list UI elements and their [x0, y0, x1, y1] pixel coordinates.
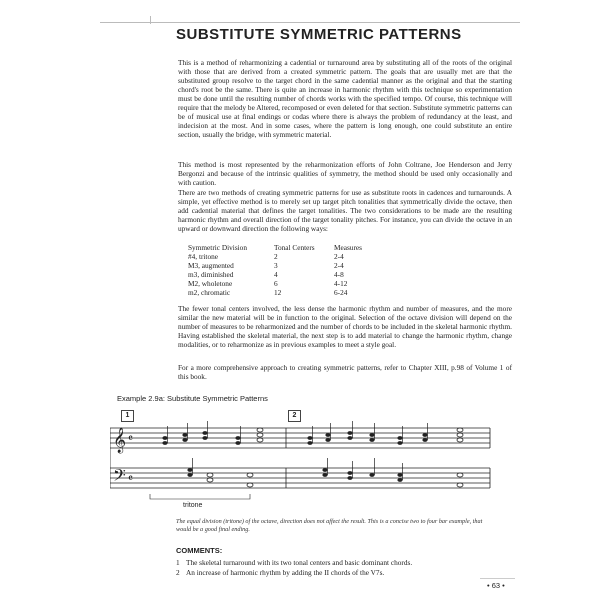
comment-item — [176, 558, 412, 567]
table-row — [188, 279, 362, 288]
table-row — [188, 252, 362, 261]
paragraph-methods: There are two methods of creating symmetric patterns for use as substitute roots in cadences and turnarounds. A simple, yet effective method is to merely set up target pitch tonalities that symmetrically divide the octave, then add cadential material that defines the target tonalities. The two considerations to be made are the resulting harmonic rhythm and overall direction of the target tonality pitches. For instance, you can divide the octave in an upward or downward direction the following ways: — [178, 188, 512, 233]
music-notation — [110, 420, 510, 505]
header-rule — [100, 22, 520, 23]
bar1-notes — [162, 421, 263, 487]
bass-clef-icon: 𝄢 — [113, 465, 126, 489]
header-tick — [150, 16, 151, 24]
tritone-label: tritone — [183, 502, 203, 509]
table-row — [188, 261, 362, 270]
comments-heading: COMMENTS: — [176, 546, 223, 555]
tritone-bracket — [150, 494, 250, 499]
table-cell: m3, diminished — [188, 270, 234, 279]
bass-staff — [110, 468, 490, 488]
table-cell: m2, chromatic — [188, 288, 231, 297]
page-number: • 63 • — [487, 581, 505, 590]
table-header-row — [188, 243, 362, 252]
paragraph-tonal-centers: The fewer tonal centers involved, the less dense the harmonic rhythm and number of measures, and the more similar the new material will be in function to the original. Selection of the octave division will depend on the number of measures to be reharmonized and the number of chords to be included in the skeletal harmonic rhythm. Having established the skeletal material, the next step is to add material to change the harmonic rhythm, change modalities, or to reharmonize as in previous examples to meet a style goal. — [178, 304, 512, 349]
table-cell: 2-4 — [334, 252, 344, 261]
table-cell: 4-12 — [334, 279, 348, 288]
table-cell: 2-4 — [334, 261, 344, 270]
table-header: Measures — [334, 243, 362, 252]
table-header: Tonal Centers — [274, 243, 315, 252]
comment-item — [176, 568, 384, 577]
table-cell: M2, wholetone — [188, 279, 233, 288]
table-cell: 3 — [274, 261, 278, 270]
table-cell: 6-24 — [334, 288, 348, 297]
comment-text: The skeletal turnaround with its two tonal centers and basic dominant chords. — [186, 558, 413, 567]
table-header: Symmetric Division — [188, 243, 247, 252]
treble-clef-icon: 𝄞 — [113, 428, 127, 453]
example-caption: The equal division (tritone) of the octave, direction does not affect the result. This is a concise two to four bar example, that would be a good final ending. — [176, 518, 483, 533]
table-cell: #4, tritone — [188, 252, 218, 261]
bar-number-2: 2 — [288, 410, 301, 422]
table-cell: M3, augmented — [188, 261, 234, 270]
table-row — [188, 270, 362, 279]
comment-number: 1 — [176, 558, 180, 567]
table-cell: 4-8 — [334, 270, 344, 279]
paragraph-coltrane: This method is most represented by the reharmonization efforts of John Coltrane, Joe Henderson and Jerry Bergonzi and because of the intrinsic qualities of symmetry, the method should be used only occasionally and with caution. — [178, 160, 512, 187]
footer-rule — [480, 578, 515, 579]
bar-number-1: 1 — [121, 410, 134, 422]
comment-text: An increase of harmonic rhythm by adding the II chords of the V7s. — [186, 568, 385, 577]
comment-number: 2 — [176, 568, 180, 577]
table-cell: 6 — [274, 279, 278, 288]
paragraph-reference: For a more comprehensive approach to creating symmetric patterns, refer to Chapter XIII, p.98 of Volume 1 of this book. — [178, 363, 512, 381]
common-time-icon: 𝄴 — [128, 432, 133, 445]
table-row — [188, 288, 362, 297]
common-time-icon: 𝄴 — [128, 472, 133, 485]
table-cell: 2 — [274, 252, 278, 261]
section-title: SUBSTITUTE SYMMETRIC PATTERNS — [176, 26, 462, 43]
example-title: Example 2.9a: Substitute Symmetric Patterns — [117, 394, 268, 403]
symmetric-division-table — [188, 243, 362, 297]
table-cell: 12 — [274, 288, 282, 297]
paragraph-intro: This is a method of reharmonizing a cadential or turnaround area by substituting all of the roots of the original with those that are derived from a created symmetric pattern. The goals that are usually met are that the substituted group resolve to the target chord in the same cadential manner as the original and that the starting chord's root be the same. There is quite an increase in harmonic rhythm with this technique so experimentation must be done until the resulting number of chords works with the specified tempo. Of course, this technique will require that the melody be Altered, recomposed or even deleted for that section. Substitute symmetric patterns can be of musical use at final endings or codas where there is always the problem of redundancy at the least, and indecision at the most. And in some cases, where the pattern is long enough, one could substitute an entire section, usually the bridge, with symmetric material. — [178, 58, 512, 139]
bar2-notes — [307, 421, 463, 487]
table-cell: 4 — [274, 270, 278, 279]
